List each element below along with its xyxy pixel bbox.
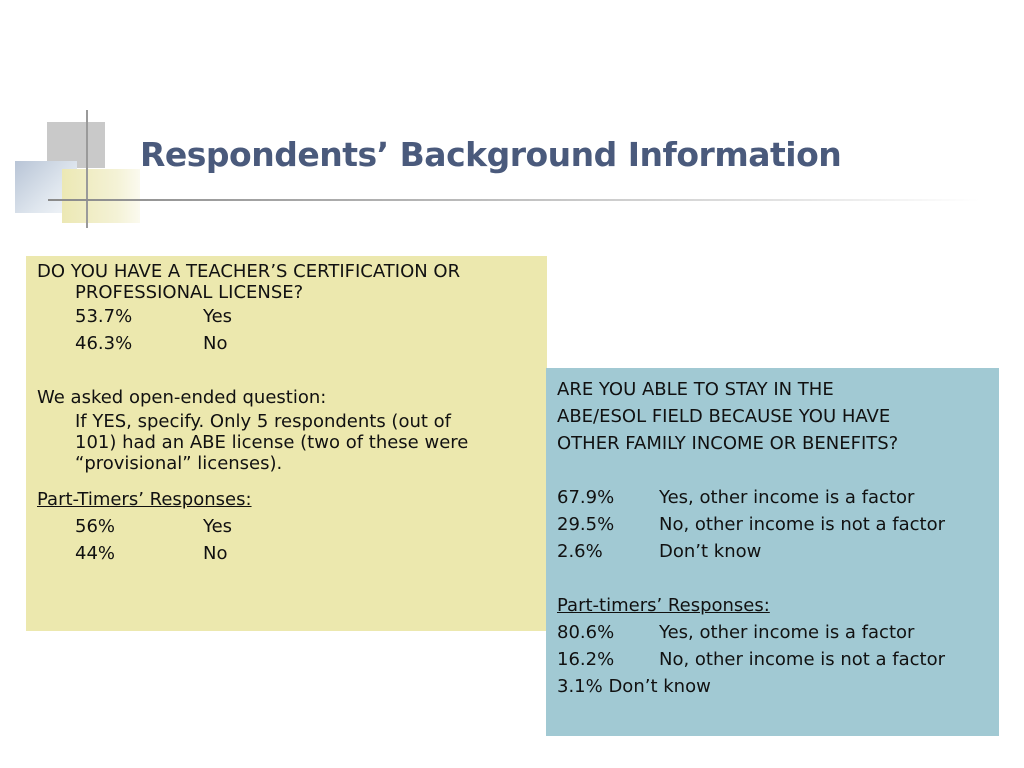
- answer-label: Yes, other income is a factor: [659, 622, 915, 643]
- answer-label: Yes: [203, 516, 233, 537]
- title-underline: [48, 199, 980, 201]
- decorative-vertical-line: [86, 110, 88, 228]
- answer-row: [557, 484, 989, 511]
- income-question-line2: ABE/ESOL FIELD BECAUSE YOU HAVE: [557, 406, 891, 427]
- income-question-line1: ARE YOU ABLE TO STAY IN THE: [557, 379, 834, 400]
- answer-label: No, other income is not a factor: [659, 649, 946, 670]
- slide-title: Respondents’ Background Information: [140, 135, 842, 174]
- part-timers-answer-row: [37, 540, 535, 567]
- answer-percent: 29.5%: [557, 514, 615, 535]
- certification-box: [26, 256, 547, 631]
- answer-percent: 80.6%: [557, 622, 615, 643]
- answer-percent: 56%: [75, 516, 116, 537]
- part-timers-heading: Part-timers’ Responses:: [557, 595, 770, 616]
- answer-row: [37, 303, 535, 330]
- answer-label: Yes: [203, 306, 233, 327]
- part-timers-heading: Part-Timers’ Responses:: [37, 489, 252, 510]
- answer-label: No: [203, 333, 228, 354]
- part-timers-answer-row: [557, 619, 989, 646]
- certification-question-line2: PROFESSIONAL LICENSE?: [75, 282, 304, 303]
- answer-label: Yes, other income is a factor: [659, 487, 915, 508]
- open-ended-line1: If YES, specify. Only 5 respondents (out of: [75, 411, 451, 432]
- answer-percent: 44%: [75, 543, 116, 564]
- answer-label: No, other income is not a factor: [659, 514, 946, 535]
- open-ended-line2: 101) had an ABE license (two of these were: [75, 432, 469, 453]
- part-timers-last-answer: 3.1% Don’t know: [557, 676, 711, 697]
- answer-percent: 53.7%: [75, 306, 133, 327]
- part-timers-answer-row: [37, 513, 535, 540]
- answer-percent: 2.6%: [557, 541, 603, 562]
- decorative-yellow-square: [62, 169, 140, 223]
- income-question-line3: OTHER FAMILY INCOME OR BENEFITS?: [557, 433, 899, 454]
- answer-row: [557, 511, 989, 538]
- answer-percent: 16.2%: [557, 649, 615, 670]
- answer-row: [557, 538, 989, 565]
- certification-question-line1: DO YOU HAVE A TEACHER’S CERTIFICATION OR: [37, 261, 461, 282]
- answer-label: Don’t know: [659, 541, 762, 562]
- answer-percent: 46.3%: [75, 333, 133, 354]
- income-box: [546, 368, 999, 736]
- answer-row: [37, 330, 535, 357]
- answer-percent: 67.9%: [557, 487, 615, 508]
- answer-label: No: [203, 543, 228, 564]
- part-timers-answer-row: [557, 646, 989, 673]
- open-ended-heading: We asked open-ended question:: [37, 387, 327, 408]
- open-ended-line3: “provisional” licenses).: [75, 453, 283, 474]
